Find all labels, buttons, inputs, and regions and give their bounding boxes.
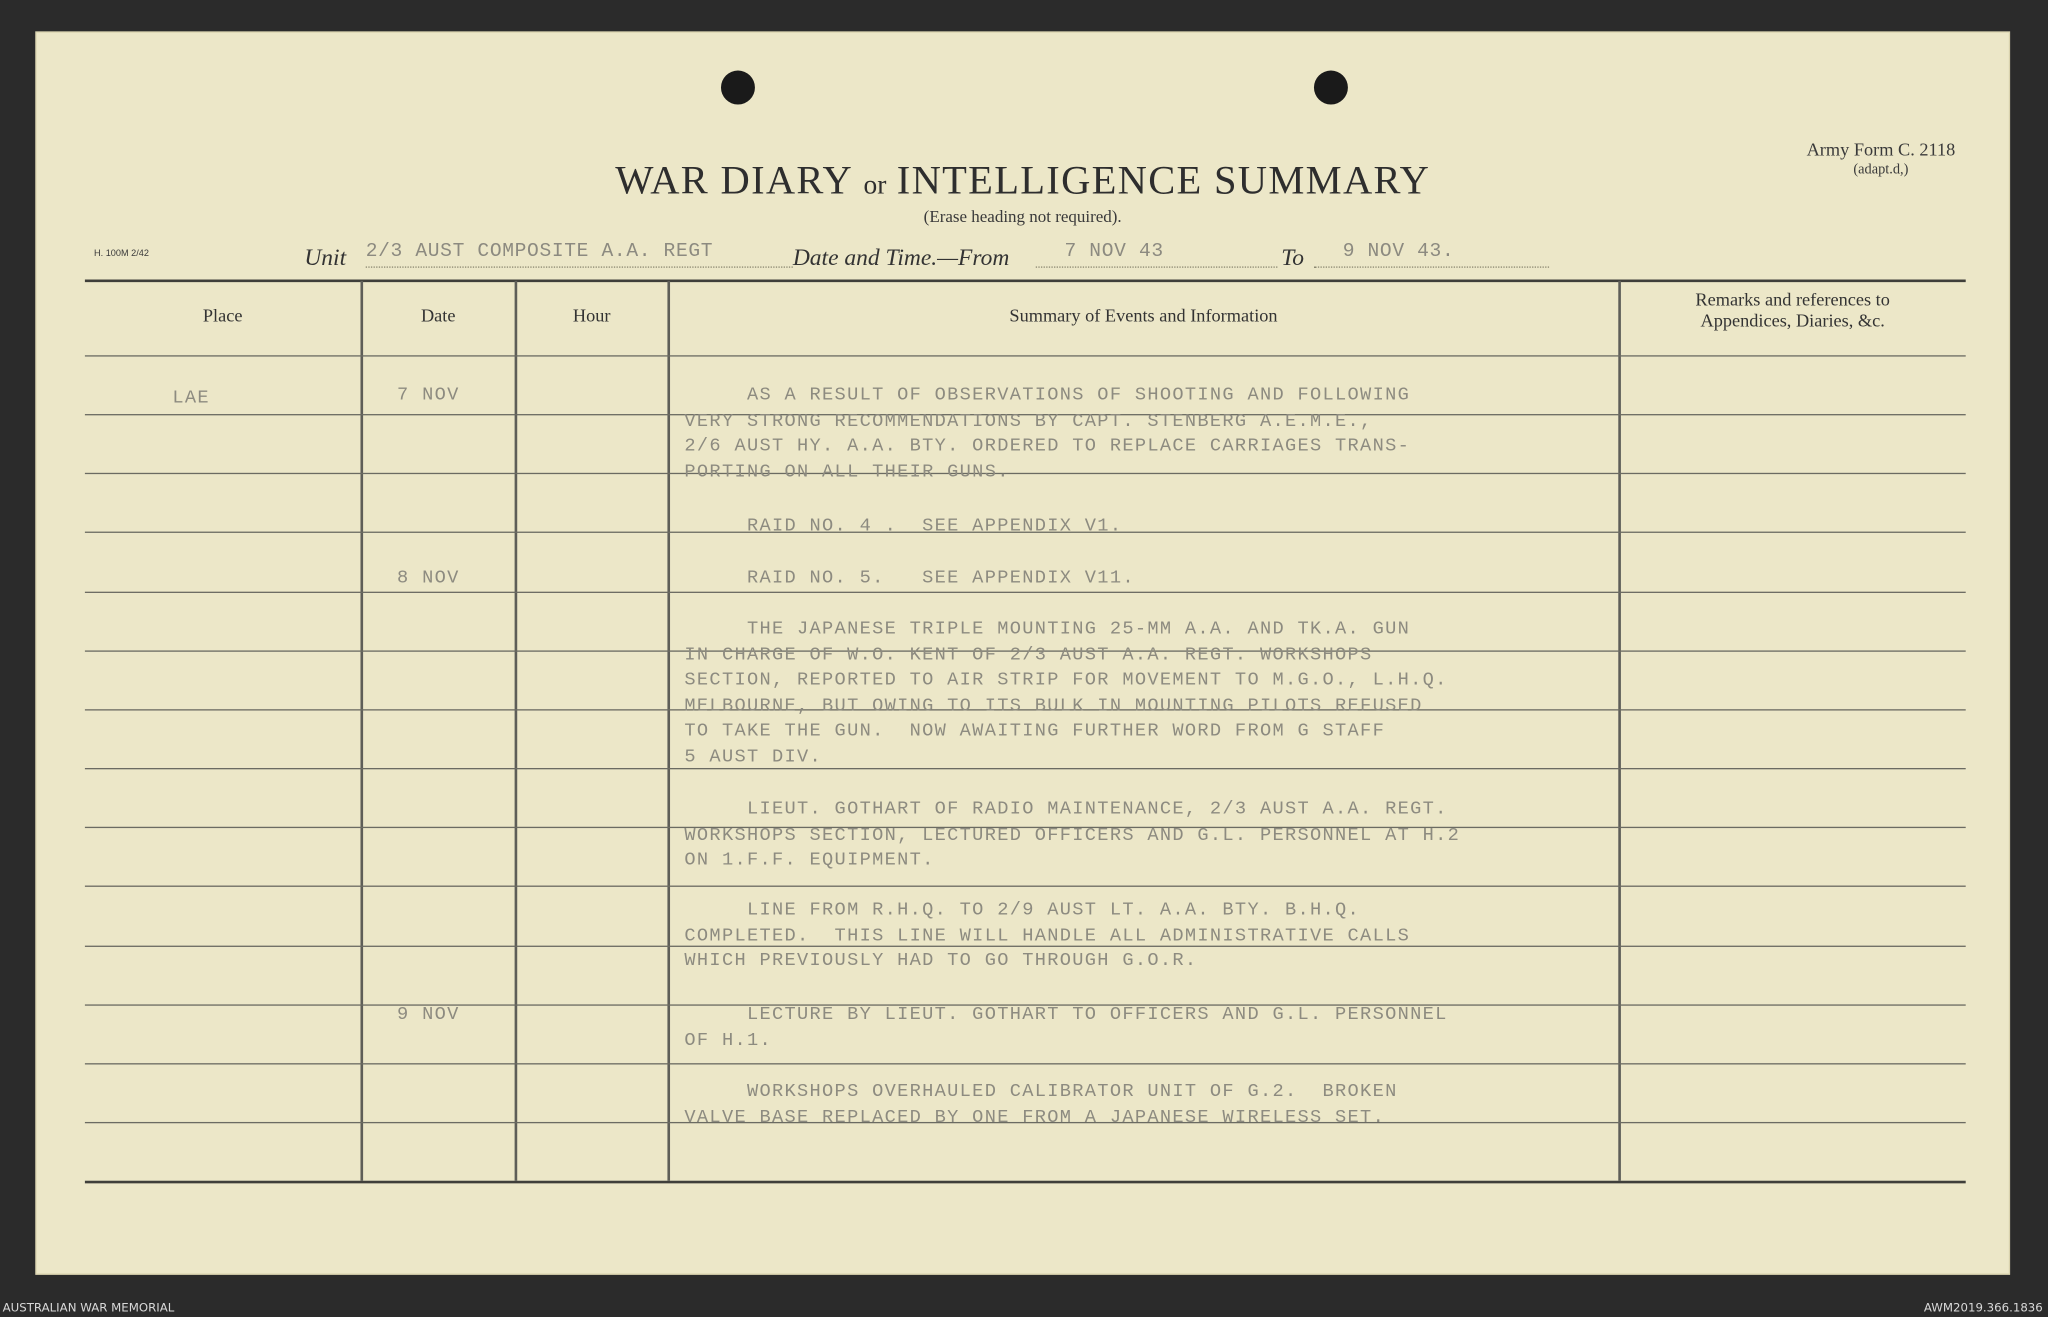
punch-hole-right bbox=[1314, 71, 1348, 105]
entry-7-nov-shooting bbox=[684, 384, 1410, 486]
entry-line: IN CHARGE OF W.O. KENT OF 2/3 AUST A.A. REGT. WORKSHOPS bbox=[684, 644, 1373, 666]
to-date-value: 9 NOV 43. bbox=[1314, 240, 1549, 267]
row-rule bbox=[85, 355, 1966, 357]
title-war-diary: WAR DIARY bbox=[615, 156, 854, 203]
unit-label: Unit bbox=[304, 244, 347, 271]
entry-line: OF H.1. bbox=[684, 1029, 772, 1051]
entry-lecture-gothart bbox=[684, 798, 1460, 874]
army-form-adapted: (adapt.d,) bbox=[1853, 161, 1909, 178]
entry-9-nov-lecture bbox=[684, 1003, 1447, 1054]
entry-line: PORTING ON ALL THEIR GUNS. bbox=[684, 461, 1010, 483]
footer-accession-number: AWM2019.366.1836 bbox=[1923, 1302, 2043, 1316]
entry-japanese-gun bbox=[684, 618, 1447, 771]
from-date-value: 7 NOV 43 bbox=[1036, 240, 1278, 267]
title-intelligence-summary: INTELLIGENCE SUMMARY bbox=[896, 156, 1431, 203]
entry-line: 5 AUST DIV. bbox=[684, 746, 823, 768]
entry-line: WORKSHOPS OVERHAULED CALIBRATOR UNIT OF G.2. BROKEN bbox=[684, 1081, 1398, 1103]
entry-line: AS A RESULT OF OBSERVATIONS OF SHOOTING AND FOLLOWING bbox=[684, 385, 1411, 407]
table-bottom-rule bbox=[85, 1181, 1966, 1184]
erase-note: (Erase heading not required). bbox=[923, 206, 1122, 226]
entry-line: THE JAPANESE TRIPLE MOUNTING 25-MM A.A. AND TK.A. GUN bbox=[684, 619, 1411, 640]
row-rule bbox=[85, 1063, 1966, 1065]
entry-line: LECTURE BY LIEUT. GOTHART TO OFFICERS AND G.L. PERSONNEL bbox=[684, 1004, 1448, 1026]
header-hour: Hour bbox=[572, 306, 611, 327]
entry-line: COMPLETED. THIS LINE WILL HANDLE ALL ADMINISTRATIVE CALLS bbox=[684, 925, 1411, 947]
entry-line: WORKSHOPS SECTION, LECTURED OFFICERS AND G.L. PERSONNEL AT H.2 bbox=[684, 824, 1461, 846]
entry-raid-4 bbox=[684, 515, 1122, 540]
to-label: To bbox=[1281, 244, 1304, 271]
footer-source: AUSTRALIAN WAR MEMORIAL bbox=[2, 1302, 175, 1316]
form-print-code: H. 100M 2/42 bbox=[94, 249, 149, 259]
entry-line: LIEUT. GOTHART OF RADIO MAINTENANCE, 2/3 AUST A.A. REGT. bbox=[684, 799, 1448, 821]
entry-line: TO TAKE THE GUN. NOW AWAITING FURTHER WORD FROM G STAFF bbox=[684, 720, 1386, 742]
column-divider bbox=[1618, 281, 1620, 1181]
header-summary: Summary of Events and Information bbox=[1009, 306, 1278, 327]
entry-date: 8 NOV bbox=[397, 568, 460, 590]
entry-line: MELBOURNE, BUT OWING TO ITS BULK IN MOUNTING PILOTS REFUSED bbox=[684, 695, 1423, 717]
entry-line: RAID NO. 5. SEE APPENDIX V11. bbox=[684, 568, 1135, 590]
column-divider bbox=[360, 281, 362, 1181]
army-form-ref bbox=[1807, 141, 1956, 178]
entry-line: VERY STRONG RECOMMENDATIONS BY CAPT. STENBERG A.E.M.E., bbox=[684, 410, 1373, 432]
entry-line: LINE FROM R.H.Q. TO 2/9 AUST LT. A.A. BTY. B.H.Q. bbox=[684, 899, 1361, 921]
punch-hole-left bbox=[721, 71, 755, 105]
header-remarks bbox=[1620, 291, 1966, 333]
entry-line-completed bbox=[684, 899, 1410, 975]
entry-line: WHICH PREVIOUSLY HAD TO GO THROUGH G.O.R. bbox=[684, 950, 1198, 972]
diary-page bbox=[35, 31, 2010, 1274]
entry-calibrator bbox=[684, 1080, 1397, 1131]
entry-line: VALVE BASE REPLACED BY ONE FROM A JAPANESE WIRELESS SET. bbox=[684, 1106, 1386, 1128]
table-top-rule bbox=[85, 280, 1966, 283]
entry-date: 7 NOV bbox=[397, 385, 460, 407]
date-time-label: Date and Time.—From bbox=[792, 244, 1010, 271]
header-remarks-line1: Remarks and references to bbox=[1695, 291, 1890, 311]
title-or: or bbox=[863, 168, 887, 200]
column-divider bbox=[667, 281, 669, 1181]
header-remarks-line2: Appendices, Diaries, &c. bbox=[1700, 312, 1885, 332]
entry-raid-5 bbox=[684, 567, 1134, 592]
row-rule bbox=[85, 886, 1966, 888]
entry-line: SECTION, REPORTED TO AIR STRIP FOR MOVEMENT TO M.G.O., L.H.Q. bbox=[684, 670, 1448, 691]
header-place: Place bbox=[202, 306, 243, 327]
entry-date: 9 NOV bbox=[397, 1004, 460, 1026]
entry-place: LAE bbox=[172, 387, 210, 409]
entry-line: ON 1.F.F. EQUIPMENT. bbox=[684, 850, 935, 872]
form-title bbox=[35, 157, 2010, 204]
entry-line: RAID NO. 4 . SEE APPENDIX V1. bbox=[684, 515, 1123, 537]
entry-line: 2/6 AUST HY. A.A. BTY. ORDERED TO REPLACE CARRIAGES TRANS- bbox=[684, 436, 1411, 458]
column-divider bbox=[515, 281, 517, 1181]
unit-value: 2/3 AUST COMPOSITE A.A. REGT bbox=[366, 240, 793, 267]
header-date: Date bbox=[420, 306, 456, 327]
army-form-number: Army Form C. 2118 bbox=[1806, 141, 1956, 161]
